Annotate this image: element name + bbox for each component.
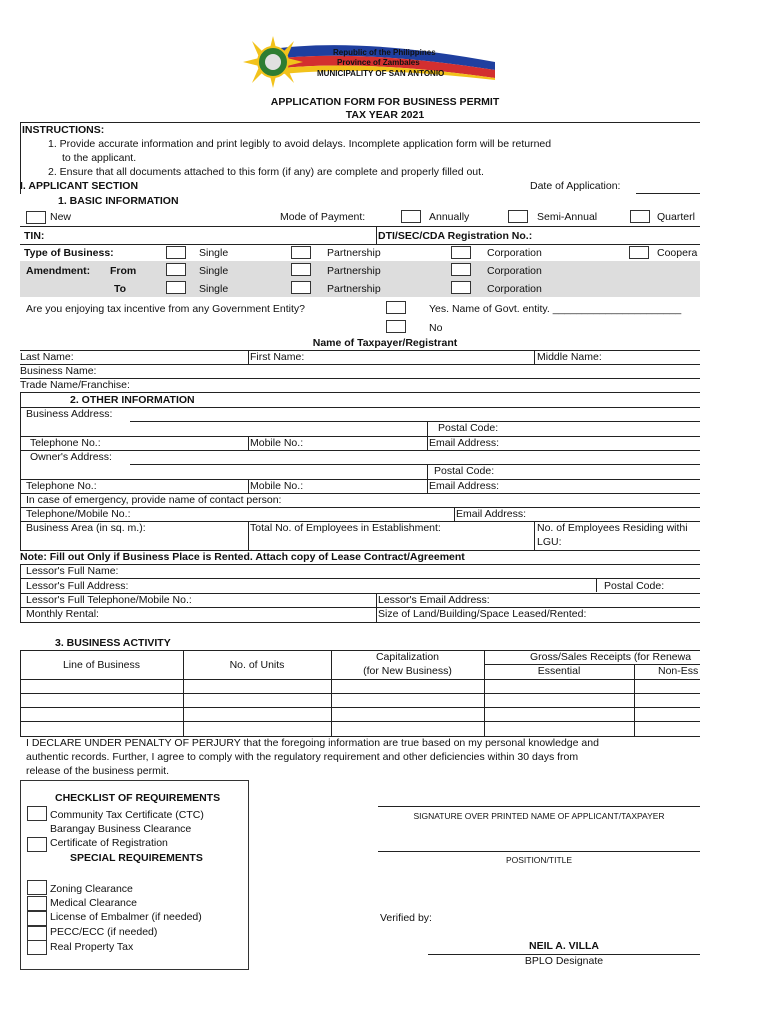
- instruction-1b: to the applicant.: [62, 152, 137, 164]
- lessor-name-label: Lessor's Full Name:: [26, 565, 119, 577]
- col-line-of-business: Line of Business: [62, 659, 141, 671]
- business-email-label: Email Address:: [429, 437, 500, 449]
- declaration-line-2: authentic records. Further, I agree to comply with the regulatory requirement and other deficiencies within 30 days from: [26, 751, 579, 763]
- type-single-checkbox[interactable]: [166, 246, 186, 259]
- new-checkbox[interactable]: [26, 211, 46, 224]
- trade-name-label: Trade Name/Franchise:: [20, 379, 130, 391]
- verified-by-label: Verified by:: [380, 912, 432, 924]
- from-partnership-checkbox[interactable]: [291, 263, 311, 276]
- embalmer-checkbox[interactable]: [27, 911, 47, 926]
- tin-label: TIN:: [24, 230, 45, 242]
- business-address-label: Business Address:: [26, 408, 113, 420]
- quarterly-checkbox[interactable]: [630, 210, 650, 223]
- verifier-title: BPLO Designate: [524, 955, 604, 967]
- to-corporation-label: Corporation: [487, 283, 542, 295]
- tax-year: TAX YEAR 2021: [345, 109, 425, 121]
- special-item-embalmer: License of Embalmer (if needed): [50, 911, 202, 923]
- to-single-label: Single: [199, 283, 229, 295]
- owner-telephone-label: Telephone No.:: [26, 480, 97, 492]
- taxpayer-heading: Name of Taxpayer/Registrant: [312, 337, 458, 349]
- amendment-to-label: To: [114, 283, 127, 295]
- special-item-pecc: PECC/ECC (if needed): [50, 926, 158, 938]
- owner-email-label: Email Address:: [429, 480, 500, 492]
- semi-annual-label: Semi-Annual: [537, 211, 598, 223]
- middle-name-label: Middle Name:: [537, 351, 602, 363]
- business-mobile-label: Mobile No.:: [250, 437, 304, 449]
- owners-address-label: Owner's Address:: [30, 451, 112, 463]
- special-item-property-tax: Real Property Tax: [50, 941, 134, 953]
- col-non-essential: Non-Ess: [658, 665, 699, 677]
- incentive-yes-label: Yes. Name of Govt. entity. ______________________: [429, 303, 682, 315]
- municipality-text: MUNICIPALITY OF SAN ANTONIO: [317, 69, 445, 78]
- annually-label: Annually: [429, 211, 470, 223]
- monthly-rental-label: Monthly Rental:: [26, 608, 99, 620]
- emergency-contact-label: In case of emergency, provide name of contact person:: [26, 494, 282, 506]
- type-partnership-checkbox[interactable]: [291, 246, 311, 259]
- verifier-name: NEIL A. VILLA: [528, 940, 599, 952]
- lessor-postal-code-label: Postal Code:: [604, 580, 665, 592]
- col-gross-receipts: Gross/Sales Receipts (for Renewa: [530, 651, 692, 663]
- basic-info-heading: 1. BASIC INFORMATION: [58, 195, 179, 207]
- from-single-label: Single: [199, 265, 229, 277]
- registration-checkbox[interactable]: [27, 837, 47, 852]
- to-partnership-checkbox[interactable]: [291, 281, 311, 294]
- amendment-from-label: From: [110, 265, 137, 277]
- pecc-checkbox[interactable]: [27, 926, 47, 941]
- tax-incentive-question: Are you enjoying tax incentive from any Government Entity?: [26, 303, 305, 315]
- type-single-label: Single: [199, 247, 229, 259]
- declaration-line-3: release of the business permit.: [26, 765, 169, 777]
- type-corporation-checkbox[interactable]: [451, 246, 471, 259]
- business-telephone-label: Telephone No.:: [30, 437, 101, 449]
- amendment-label: Amendment:: [26, 265, 91, 277]
- position-line[interactable]: [378, 851, 700, 852]
- type-partnership-label: Partnership: [327, 247, 381, 259]
- checklist-item-registration: Certificate of Registration: [50, 837, 168, 849]
- total-employees-label: Total No. of Employees in Establishment:: [250, 522, 441, 534]
- type-corporation-label: Corporation: [487, 247, 542, 259]
- checklist-item-barangay: Barangay Business Clearance: [50, 823, 192, 835]
- emergency-tel-label: Telephone/Mobile No.:: [26, 508, 131, 520]
- special-item-medical: Medical Clearance: [50, 897, 137, 909]
- from-single-checkbox[interactable]: [166, 263, 186, 276]
- form-title: APPLICATION FORM FOR BUSINESS PERMIT: [270, 96, 500, 108]
- checklist-heading: CHECKLIST OF REQUIREMENTS: [55, 792, 221, 804]
- business-postal-code-label: Postal Code:: [438, 422, 499, 434]
- annually-checkbox[interactable]: [401, 210, 421, 223]
- col-capitalization: Capitalization: [375, 651, 440, 663]
- col-capitalization-sub: (for New Business): [363, 665, 452, 677]
- property-tax-checkbox[interactable]: [27, 940, 47, 955]
- ctc-checkbox[interactable]: [27, 806, 47, 821]
- owner-postal-code-label: Postal Code:: [434, 465, 495, 477]
- republic-text: Republic of the Philippines: [333, 48, 436, 57]
- type-cooperative-checkbox[interactable]: [629, 246, 649, 259]
- business-name-label: Business Name:: [20, 365, 97, 377]
- header-banner: [205, 36, 495, 88]
- type-cooperative-label: Coopera: [657, 247, 698, 259]
- to-single-checkbox[interactable]: [166, 281, 186, 294]
- lease-note: Note: Fill out Only if Business Place is Rented. Attach copy of Lease Contract/Agreement: [20, 551, 465, 563]
- municipal-seal-icon: [243, 36, 303, 88]
- size-land-label: Size of Land/Building/Space Leased/Rented:: [378, 608, 587, 620]
- lessor-address-label: Lessor's Full Address:: [26, 580, 129, 592]
- medical-checkbox[interactable]: [27, 896, 47, 911]
- instructions-heading: INSTRUCTIONS:: [22, 124, 105, 136]
- instruction-2: 2. Ensure that all documents attached to this form (if any) are complete and properly filled out.: [48, 166, 484, 178]
- province-text: Province of Zambales: [337, 58, 420, 67]
- applicant-signature-caption: SIGNATURE OVER PRINTED NAME OF APPLICANT/TAXPAYER: [413, 811, 665, 821]
- position-caption: POSITION/TITLE: [505, 855, 573, 865]
- emergency-email-label: Email Address:: [456, 508, 527, 520]
- special-requirements-heading: SPECIAL REQUIREMENTS: [70, 852, 203, 864]
- date-of-application-label: Date of Application:: [530, 180, 621, 192]
- dti-label: DTI/SEC/CDA Registration No.:: [378, 230, 533, 242]
- lessor-email-label: Lessor's Email Address:: [378, 594, 490, 606]
- new-label: New: [50, 211, 72, 223]
- first-name-label: First Name:: [250, 351, 305, 363]
- type-of-business-label: Type of Business:: [24, 247, 114, 259]
- business-activity-heading: 3. BUSINESS ACTIVITY: [55, 637, 171, 649]
- applicant-signature-line[interactable]: [378, 806, 700, 807]
- declaration-line-1: I DECLARE UNDER PENALTY OF PERJURY that the foregoing information are true based on my personal knowledge and: [26, 737, 599, 749]
- col-no-of-units: No. of Units: [229, 659, 285, 671]
- incentive-no-label: No: [429, 322, 443, 334]
- employees-lgu-label: No. of Employees Residing withi: [537, 522, 688, 534]
- quarterly-label: Quarterl: [657, 211, 695, 223]
- to-partnership-label: Partnership: [327, 283, 381, 295]
- business-area-label: Business Area (in sq. m.):: [26, 522, 146, 534]
- incentive-no-checkbox[interactable]: [386, 320, 406, 333]
- checklist-item-ctc: Community Tax Certificate (CTC): [50, 809, 204, 821]
- from-partnership-label: Partnership: [327, 265, 381, 277]
- owner-mobile-label: Mobile No.:: [250, 480, 304, 492]
- zoning-checkbox[interactable]: [27, 880, 47, 895]
- lessor-tel-label: Lessor's Full Telephone/Mobile No.:: [26, 594, 192, 606]
- applicant-section-heading: I. APPLICANT SECTION: [20, 180, 139, 192]
- last-name-label: Last Name:: [20, 351, 74, 363]
- from-corporation-checkbox[interactable]: [451, 263, 471, 276]
- special-item-zoning: Zoning Clearance: [50, 883, 133, 895]
- incentive-yes-checkbox[interactable]: [386, 301, 406, 314]
- mode-of-payment-label: Mode of Payment:: [280, 211, 366, 223]
- to-corporation-checkbox[interactable]: [451, 281, 471, 294]
- instruction-1: 1. Provide accurate information and print legibly to avoid delays. Incomplete application form will be returned: [48, 138, 552, 150]
- col-essential: Essential: [537, 665, 581, 677]
- employees-lgu-label-2: LGU:: [537, 536, 562, 548]
- semi-annual-checkbox[interactable]: [508, 210, 528, 223]
- from-corporation-label: Corporation: [487, 265, 542, 277]
- date-of-application-field[interactable]: [636, 193, 700, 194]
- other-info-heading: 2. OTHER INFORMATION: [70, 394, 195, 406]
